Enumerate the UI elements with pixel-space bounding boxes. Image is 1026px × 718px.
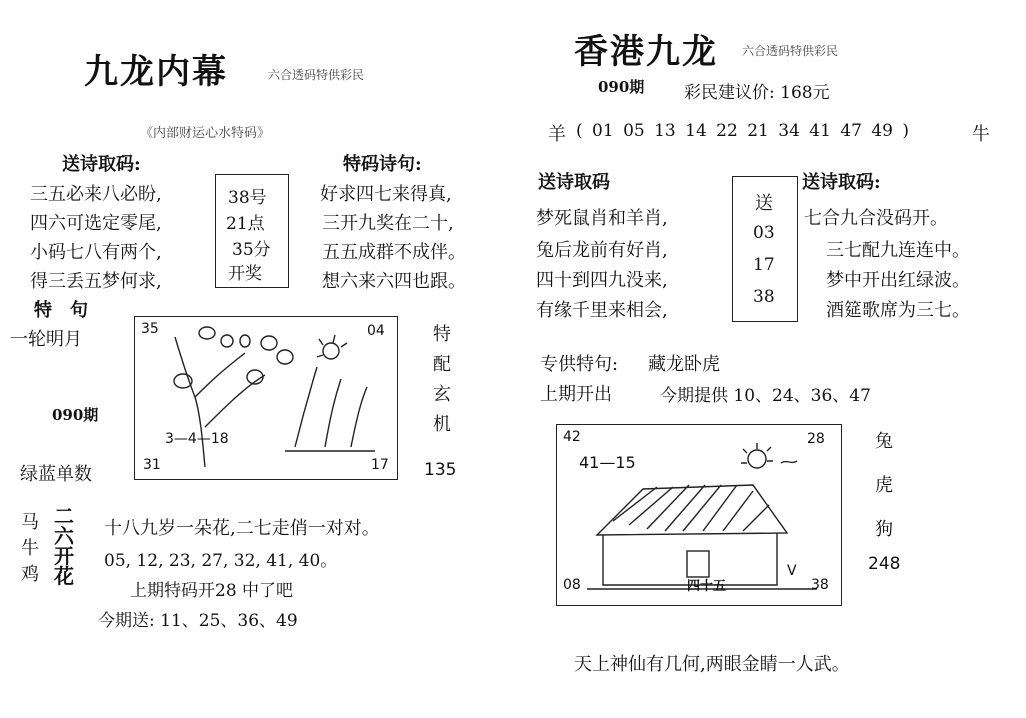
draw-time-number: 38号: [228, 188, 267, 208]
right-side-vertical: [872, 420, 896, 552]
left-period: 090期: [52, 406, 99, 424]
send-box-number-3: 38: [753, 287, 775, 307]
six-flower-char-2: 六: [54, 524, 74, 548]
right-subtitle: 六合透码特供彩民: [742, 44, 839, 58]
left-sketch-formula: 3—4—18: [165, 431, 229, 447]
right-special-label: 专供特句:: [540, 354, 619, 375]
draw-time-minute: 35分: [232, 240, 271, 260]
right-poem-line-2: 兔后龙前有好肖,: [536, 240, 668, 261]
left-side-vertical: [430, 320, 454, 440]
send-box: [732, 176, 798, 322]
left-side-char-3: 玄: [433, 384, 451, 405]
left-poem-line-4: 得三丢五梦何求,: [30, 271, 162, 292]
six-flower-char-4: 花: [54, 564, 74, 588]
right-poem-line-3: 四十到四九没来,: [536, 270, 668, 291]
left-poem-heading: 送诗取码:: [62, 154, 141, 175]
left-side-char-2: 配: [433, 354, 451, 375]
left-poem-line-3: 小码七八有两个,: [30, 242, 162, 263]
draw-time-label: 开奖: [228, 264, 262, 284]
left-special-line-3: 五五成群不成伴。: [322, 242, 466, 263]
left-special-poem-heading: 特码诗句:: [343, 154, 422, 175]
sheep-numbers: ( 01 05 13 14 22 21 34 41 47 49 ): [576, 121, 910, 141]
left-side-char-1: 特: [433, 324, 451, 345]
left-subtitle: 六合透码特供彩民: [268, 68, 365, 82]
left-today-send: 今期送: 11、25、36、49: [98, 611, 298, 631]
right-sketch: [556, 424, 842, 606]
animal-horse: 马: [21, 512, 39, 533]
sheep-label: 羊: [548, 124, 566, 145]
left-sketch: [134, 316, 398, 480]
right-sketch-v: V: [787, 563, 797, 579]
right-footer: 天上神仙有几何,两眼金睛一人武。: [574, 654, 850, 675]
right-side-tiger: 虎: [875, 475, 893, 496]
draw-time-box: [215, 174, 289, 288]
right-poem2-line-3: 梦中开出红绿波。: [826, 270, 970, 291]
left-side-number: 135: [424, 460, 457, 480]
ox-label: 牛: [972, 124, 990, 145]
left-title: 九龙内幕: [84, 52, 228, 92]
left-numbers: 05, 12, 23, 27, 32, 41, 40。: [104, 551, 338, 571]
left-animals: [18, 510, 42, 588]
left-last-period: 上期特码开28 中了吧: [130, 581, 294, 601]
right-sketch-bl: 08: [563, 577, 581, 593]
right-sketch-tr: 28: [807, 431, 825, 447]
right-title: 香港九龙: [574, 32, 718, 72]
right-poem2-line-4: 酒筵歌席为三七。: [826, 300, 970, 321]
right-today-offer: 今期提供 10、24、36、47: [660, 386, 871, 406]
right-poem2-line-1: 七合九合没码开。: [804, 208, 948, 229]
animal-ox: 牛: [21, 538, 39, 559]
special-phrase-text: 一轮明月: [10, 329, 82, 350]
green-blue-odd: 绿蓝单数: [20, 464, 92, 485]
left-special-line-4: 想六来六四也跟。: [322, 271, 466, 292]
left-sketch-tl: 35: [141, 321, 159, 337]
right-side-number: 248: [868, 554, 901, 574]
right-side-rabbit: 兔: [875, 431, 893, 452]
right-poem-line-1: 梦死鼠肖和羊肖,: [536, 208, 668, 229]
special-phrase-heading: 特 句: [34, 300, 88, 321]
send-box-number-2: 17: [753, 255, 775, 275]
six-flower-char-1: 二: [54, 504, 74, 528]
right-period: 090期: [598, 78, 645, 96]
right-sketch-br: 38: [811, 577, 829, 593]
left-sketch-bl: 31: [143, 457, 161, 473]
right-poem2-heading: 送诗取码:: [802, 172, 881, 193]
right-sketch-house-text: 四十五: [687, 579, 727, 594]
left-special-line-1: 好求四七来得真,: [320, 184, 452, 205]
send-box-number-1: 03: [753, 223, 775, 243]
left-tagline: 《内部财运心水特码》: [140, 126, 271, 141]
animal-rooster: 鸡: [21, 564, 39, 585]
left-sketch-drawing: [135, 317, 397, 479]
six-flowers-vertical: [50, 506, 78, 586]
right-poem-line-4: 有缘千里来相会,: [536, 300, 668, 321]
left-special-line-2: 三开九奖在二十,: [322, 213, 454, 234]
right-poem2-line-2: 三七配九连连中。: [826, 240, 970, 261]
left-verse: 十八九岁一朵花,二七走俏一对对。: [104, 518, 380, 539]
left-sketch-tr: 04: [367, 323, 385, 339]
right-sketch-formula: 41—15: [579, 453, 636, 472]
send-box-label: 送: [755, 193, 773, 214]
left-poem-line-2: 四六可选定零尾,: [30, 213, 162, 234]
right-special-text: 藏龙卧虎: [648, 354, 720, 375]
right-poem-heading: 送诗取码: [538, 172, 610, 193]
draw-time-hour: 21点: [226, 214, 265, 234]
left-sketch-br: 17: [371, 457, 389, 473]
six-flower-char-3: 开: [54, 544, 74, 568]
right-side-dog: 狗: [875, 519, 893, 540]
left-side-char-4: 机: [433, 414, 451, 435]
left-poem-line-1: 三五必来八必盼,: [30, 184, 162, 205]
right-price: 彩民建议价: 168元: [684, 83, 830, 103]
right-last-open: 上期开出: [540, 384, 612, 405]
right-sketch-tl: 42: [563, 429, 581, 445]
